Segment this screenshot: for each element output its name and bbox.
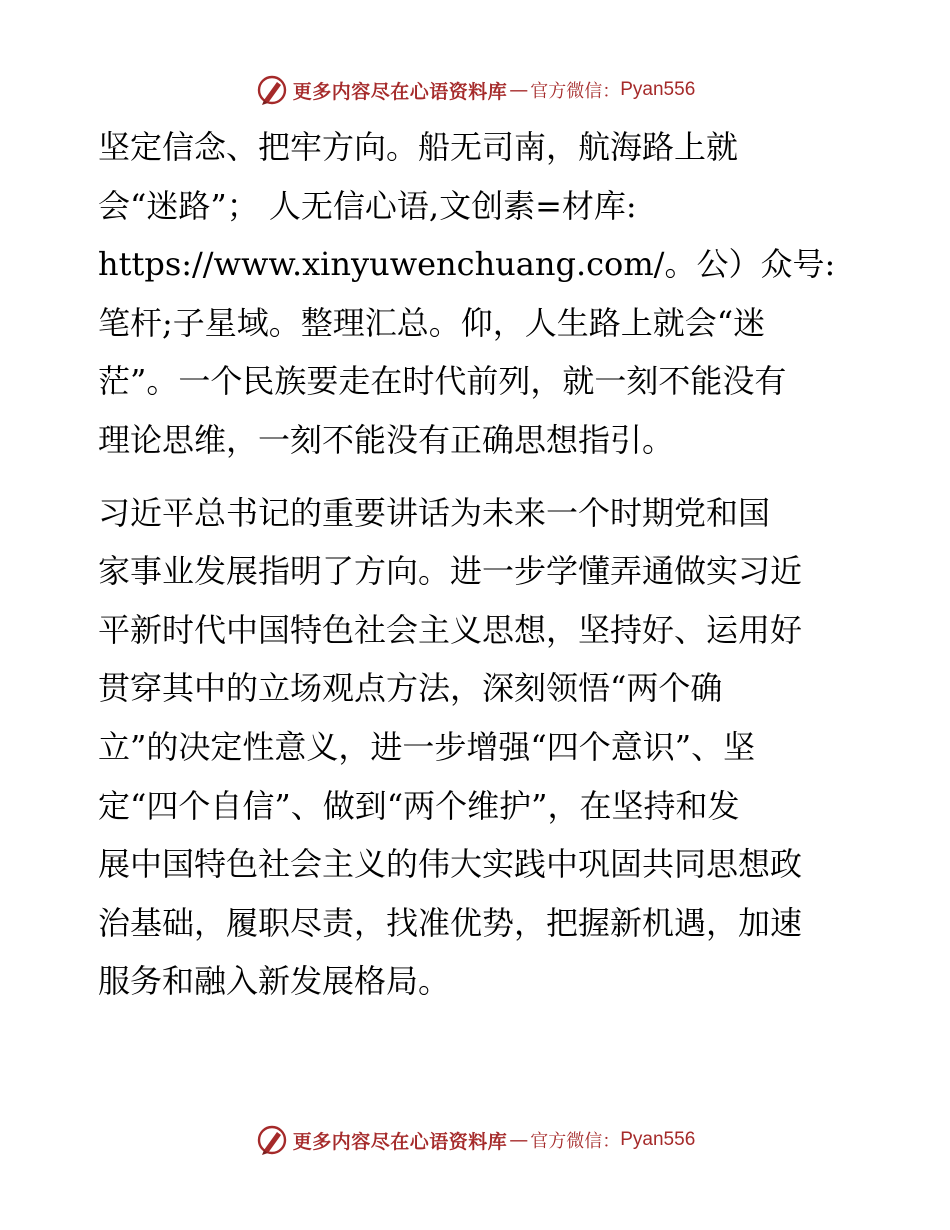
banner-account: Pyan556 — [620, 79, 696, 100]
text-line: 理论思维，一刻不能没有正确思想指引。 — [98, 420, 675, 459]
banner-account: Pyan556 — [620, 1129, 696, 1150]
text-line: 贯穿其中的立场观点方法，深刻领悟“两个确 — [98, 669, 723, 708]
banner-brand-text: 更多内容尽在心语资料库 — [292, 80, 508, 103]
text-line: 治基础，履职尽责，找准优势，把握新机遇，加速 — [98, 903, 803, 942]
banner-separator: — — [509, 79, 529, 101]
banner-wechat-label: 官方微信： — [530, 1131, 621, 1152]
banner-wechat-label: 官方微信： — [530, 81, 621, 102]
banner-brand-text: 更多内容尽在心语资料库 — [292, 1130, 508, 1153]
text-line: 展中国特色社会主义的伟大实践中巩固共同思想政 — [98, 845, 803, 884]
text-line: 茫”。一个民族要走在时代前列，就一刻不能没有 — [98, 362, 787, 401]
text-line: 会“迷路”； 人无信心语,文创素=材库: — [98, 186, 637, 225]
pen-logo-icon — [255, 1123, 289, 1157]
banner-separator: — — [509, 1129, 529, 1151]
text-line: 服务和融入新发展格局。 — [98, 962, 451, 1001]
text-line: https://www.xinyuwenchuang.com/。公）众号: — [98, 245, 836, 284]
header-banner — [0, 70, 950, 110]
footer-banner — [0, 1120, 950, 1160]
text-line: 家事业发展指明了方向。进一步学懂弄通做实习近 — [98, 552, 803, 591]
pen-logo-icon — [255, 73, 289, 107]
text-line: 立”的决定性意义，进一步增强“四个意识”、坚 — [98, 727, 756, 766]
text-line: 定“四个自信”、做到“两个维护”，在坚持和发 — [98, 786, 740, 825]
document-body — [98, 118, 858, 1011]
paragraph-1 — [98, 118, 858, 470]
paragraph-2 — [98, 484, 858, 1011]
text-line: 平新时代中国特色社会主义思想，坚持好、运用好 — [98, 610, 803, 649]
text-line: 笔杆;子星域。整理汇总。仰，人生路上就会“迷 — [98, 303, 766, 342]
text-line: 坚定信念、把牢方向。船无司南，航海路上就 — [98, 128, 739, 166]
text-line: 习近平总书记的重要讲话为未来一个时期党和国 — [98, 493, 771, 532]
